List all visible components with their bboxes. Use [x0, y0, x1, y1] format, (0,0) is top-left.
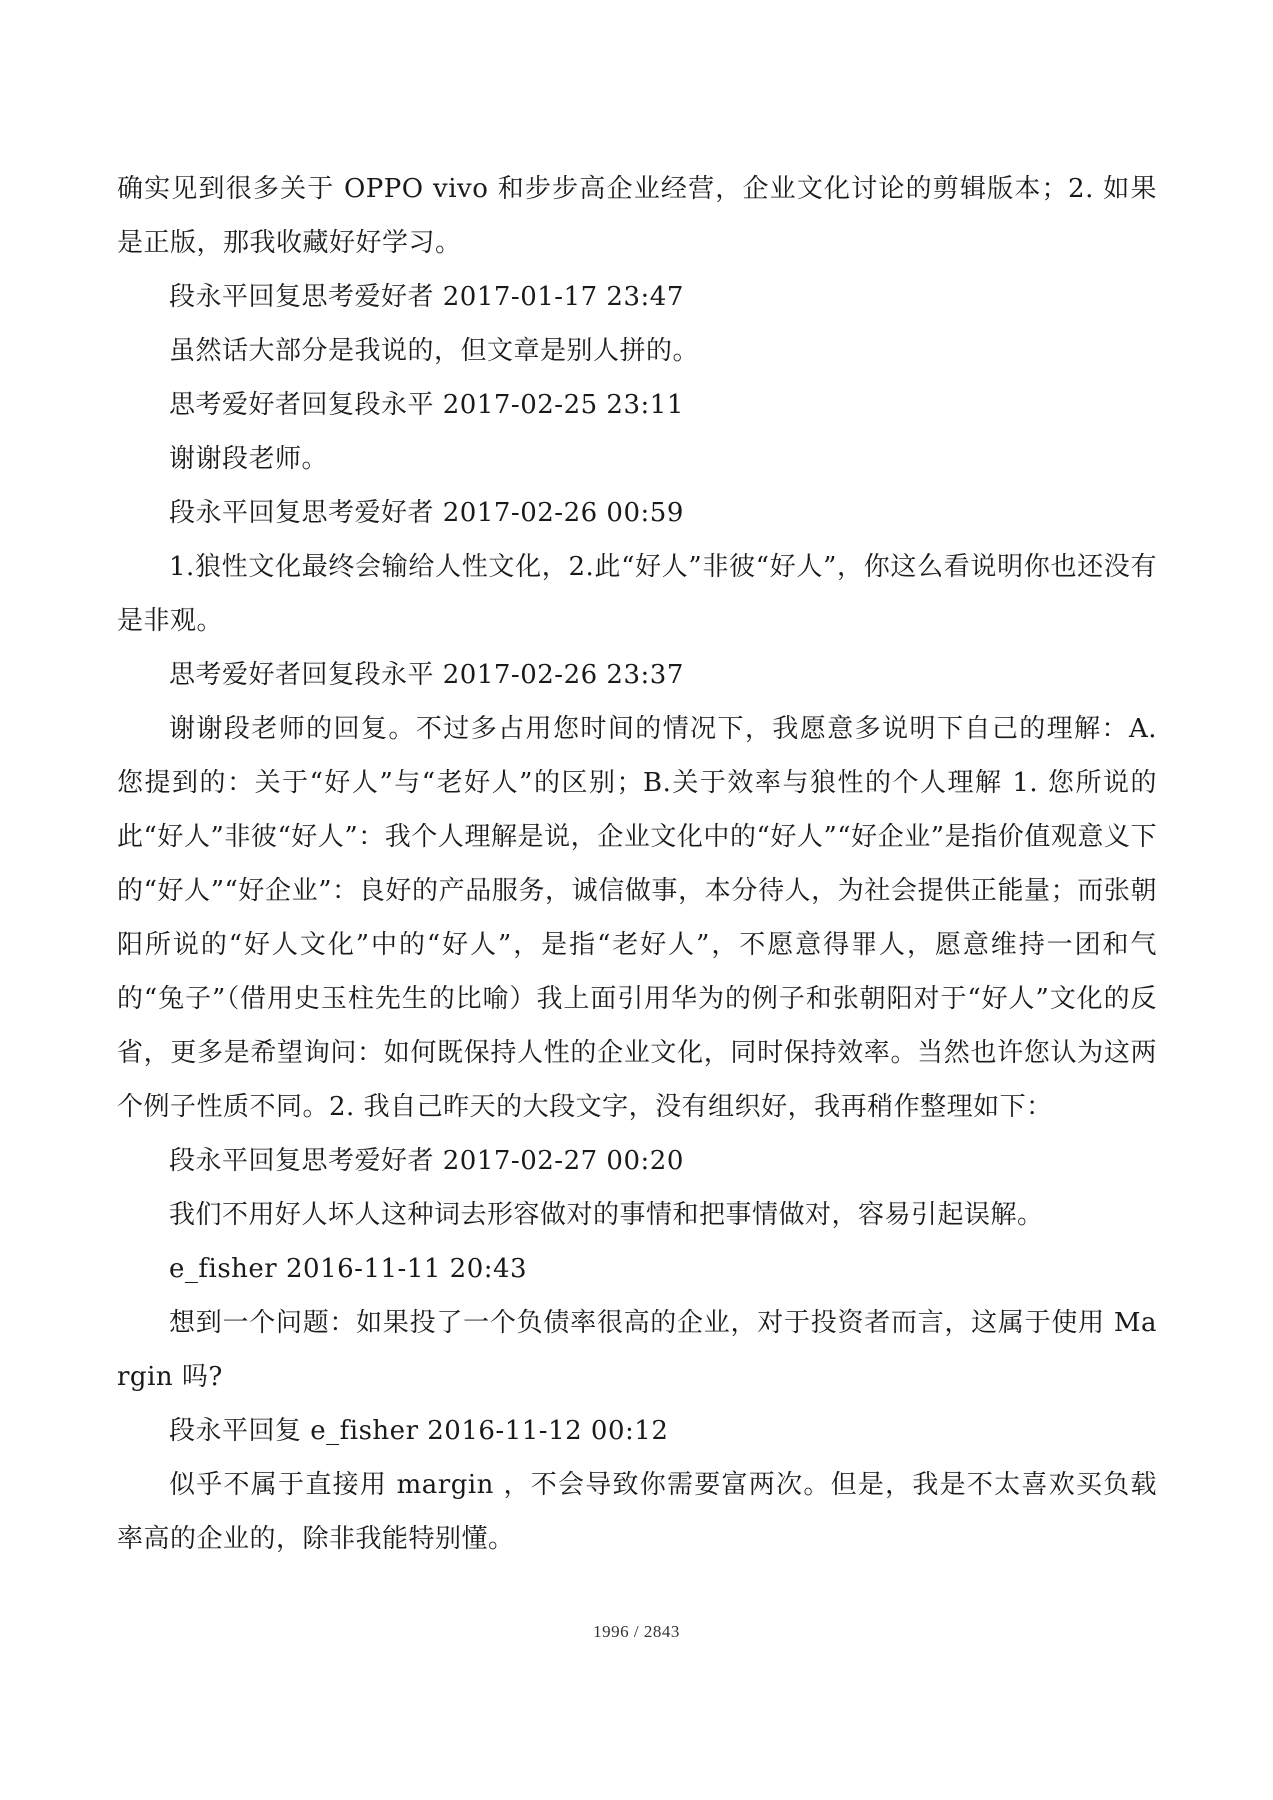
paragraph: 我们不用好人坏人这种词去形容做对的事情和把事情做对，容易引起误解。 [169, 1200, 1044, 1230]
reply-header: 思考爱好者回复段永平 2017-02-26 23:37 [169, 660, 684, 690]
comment-header: e_fisher 2016-11-11 20:43 [169, 1254, 528, 1284]
reply-header: 段永平回复思考爱好者 2017-02-27 00:20 [169, 1146, 684, 1176]
document-body [117, 162, 1157, 1566]
reply-header: 段永平回复思考爱好者 2017-02-26 00:59 [169, 498, 684, 528]
reply-header: 段永平回复 e_fisher 2016-11-12 00:12 [169, 1416, 669, 1446]
paragraph: 虽然话大部分是我说的，但文章是别人拼的。 [169, 336, 700, 366]
paragraph: 确实见到很多关于 OPPO vivo 和步步高企业经营，企业文化讨论的剪辑版本；2. 如果是正版，那我收藏好好学习。 [117, 174, 1157, 258]
page-number: 1996 / 2843 [593, 1622, 680, 1641]
document-page [117, 0, 1157, 1800]
reply-header: 段永平回复思考爱好者 2017-01-17 23:47 [169, 282, 684, 312]
paragraph: 1.狼性文化最终会输给人性文化，2.此“好人”非彼“好人”，你这么看说明你也还没有是非观。 [117, 552, 1157, 636]
paragraph: 想到一个问题：如果投了一个负债率很高的企业，对于投资者而言，这属于使用 Margin 吗? [117, 1308, 1157, 1392]
reply-header: 思考爱好者回复段永平 2017-02-25 23:11 [169, 390, 684, 420]
paragraph: 似乎不属于直接用 margin ，不会导致你需要富两次。但是，我是不太喜欢买负载率高的企业的，除非我能特别懂。 [117, 1470, 1157, 1554]
paragraph: 谢谢段老师。 [169, 444, 329, 474]
paragraph: 谢谢段老师的回复。不过多占用您时间的情况下，我愿意多说明下自己的理解：A. 您提到的：关于“好人”与“老好人”的区别；B.关于效率与狼性的个人理解 1. 您所说的此“好人”非彼“好人”：我个人理解是说，企业文化中的“好人”“好企业”是指价值观意义下的“好人”“好企业”：良好的产品服务，诚信做事，本分待人，为社会提供正能量；而张朝阳所说的“好人文化”中的“好人”，是指“老好人”，不愿意得罪人，愿意维持一团和气的“兔子”（借用史玉柱先生的比喻）我上面引用华为的例子和张朝阳对于“好人”文化的反省，更多是希望询问：如何既保持人性的企业文化，同时保持效率。当然也许您认为这两个例子性质不同。2. 我自己昨天的大段文字，没有组织好，我再稍作整理如下： [117, 714, 1157, 1122]
